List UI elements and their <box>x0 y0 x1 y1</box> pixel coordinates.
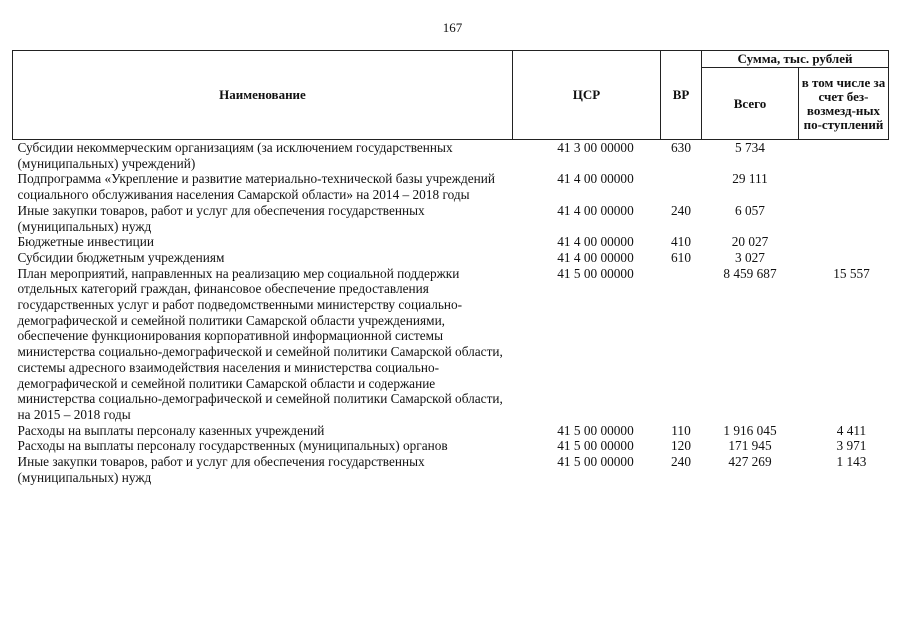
table-row <box>13 454 889 485</box>
header-sum: Сумма, тыс. рублей <box>702 51 889 68</box>
row-grants: 1 143 <box>836 454 867 470</box>
row-name: Расходы на выплаты персоналу государственных (муниципальных) органов <box>17 438 448 454</box>
row-csr: 41 4 00 00000 <box>557 171 634 187</box>
row-vr: 240 <box>671 454 691 470</box>
row-csr: 41 4 00 00000 <box>557 234 634 250</box>
table-body <box>13 140 889 486</box>
header-name: Наименование <box>13 51 513 140</box>
row-total: 5 734 <box>735 140 765 155</box>
row-total: 427 269 <box>728 454 772 470</box>
row-name: Иные закупки товаров, работ и услуг для обеспечения государственных (муниципальных) нужд <box>17 202 425 234</box>
header-vr: ВР <box>661 51 702 140</box>
table-row <box>13 234 889 250</box>
row-vr: 110 <box>671 422 691 438</box>
row-vr: 120 <box>671 438 691 454</box>
row-csr: 41 4 00 00000 <box>557 202 634 218</box>
row-total: 1 916 045 <box>723 422 777 438</box>
table-row <box>13 438 889 454</box>
row-total: 29 111 <box>732 171 768 187</box>
page-number: 167 <box>442 20 463 35</box>
row-vr: 240 <box>671 202 691 218</box>
table-row <box>13 140 889 172</box>
table-row <box>13 171 889 202</box>
row-vr <box>661 266 702 423</box>
row-total: 20 027 <box>731 234 769 250</box>
row-grants: 15 557 <box>833 265 870 281</box>
row-grants: 3 971 <box>836 438 867 454</box>
row-vr: 410 <box>671 234 691 250</box>
row-name: Субсидии бюджетным учреждениям <box>17 249 225 265</box>
expenditure-table <box>12 50 889 485</box>
row-name: План мероприятий, направленных на реализацию мер социальной поддержки отдельных категорий граждан, финансовое обеспечение предоставления государственных услуг и работ подведомственными министерству социально-демографической и семейной политики Самарской области учреждениями, обеспечение функционирования корпоративной информационной системы министерства социально-демографической и семейной политики Самарской области, системы адресного взаимодействия населения и министерства социально-демографической и семейной политики Самарской области и содержание министерства социально-демографической и семейной политики Самарской области, на 2015 – 2018 годы <box>17 265 503 422</box>
row-grants <box>799 171 889 202</box>
table-row <box>13 266 889 423</box>
table-row <box>13 250 889 266</box>
row-name: Бюджетные инвестиции <box>17 234 155 250</box>
row-vr <box>661 171 702 202</box>
table-row <box>13 203 889 234</box>
row-name: Субсидии некоммерческим организациям (за исключением государственных (муниципальных) учреждений) <box>17 140 453 171</box>
row-csr: 41 5 00 00000 <box>557 438 634 454</box>
row-csr: 41 5 00 00000 <box>557 454 634 470</box>
row-name: Подпрограмма «Укрепление и развитие материально-технической базы учреждений социального обслуживания населения Самарской области» на 2014 – 2018 годы <box>17 171 495 203</box>
row-grants <box>799 203 889 234</box>
row-total: 8 459 687 <box>723 265 777 281</box>
row-total: 171 945 <box>728 438 772 454</box>
table-header <box>13 51 889 140</box>
row-grants: 4 411 <box>836 422 867 438</box>
row-csr: 41 3 00 00000 <box>557 140 634 155</box>
row-csr: 41 5 00 00000 <box>557 265 634 281</box>
header-csr: ЦСР <box>513 51 661 140</box>
row-grants <box>799 140 889 172</box>
row-grants <box>799 234 889 250</box>
header-total: Всего <box>702 68 799 140</box>
row-total: 6 057 <box>735 202 765 218</box>
header-grants: в том числе за счет без-возмезд-ных по-ступлений <box>799 68 889 140</box>
table-row <box>13 423 889 439</box>
row-total: 3 027 <box>735 249 765 265</box>
budget-table <box>12 50 888 485</box>
row-csr: 41 4 00 00000 <box>557 249 634 265</box>
row-name: Расходы на выплаты персоналу казенных учреждений <box>17 422 325 438</box>
row-name: Иные закупки товаров, работ и услуг для обеспечения государственных (муниципальных) нужд <box>17 454 425 485</box>
row-vr: 630 <box>671 140 691 155</box>
row-grants <box>799 250 889 266</box>
row-csr: 41 5 00 00000 <box>557 422 634 438</box>
row-vr: 610 <box>671 249 691 265</box>
